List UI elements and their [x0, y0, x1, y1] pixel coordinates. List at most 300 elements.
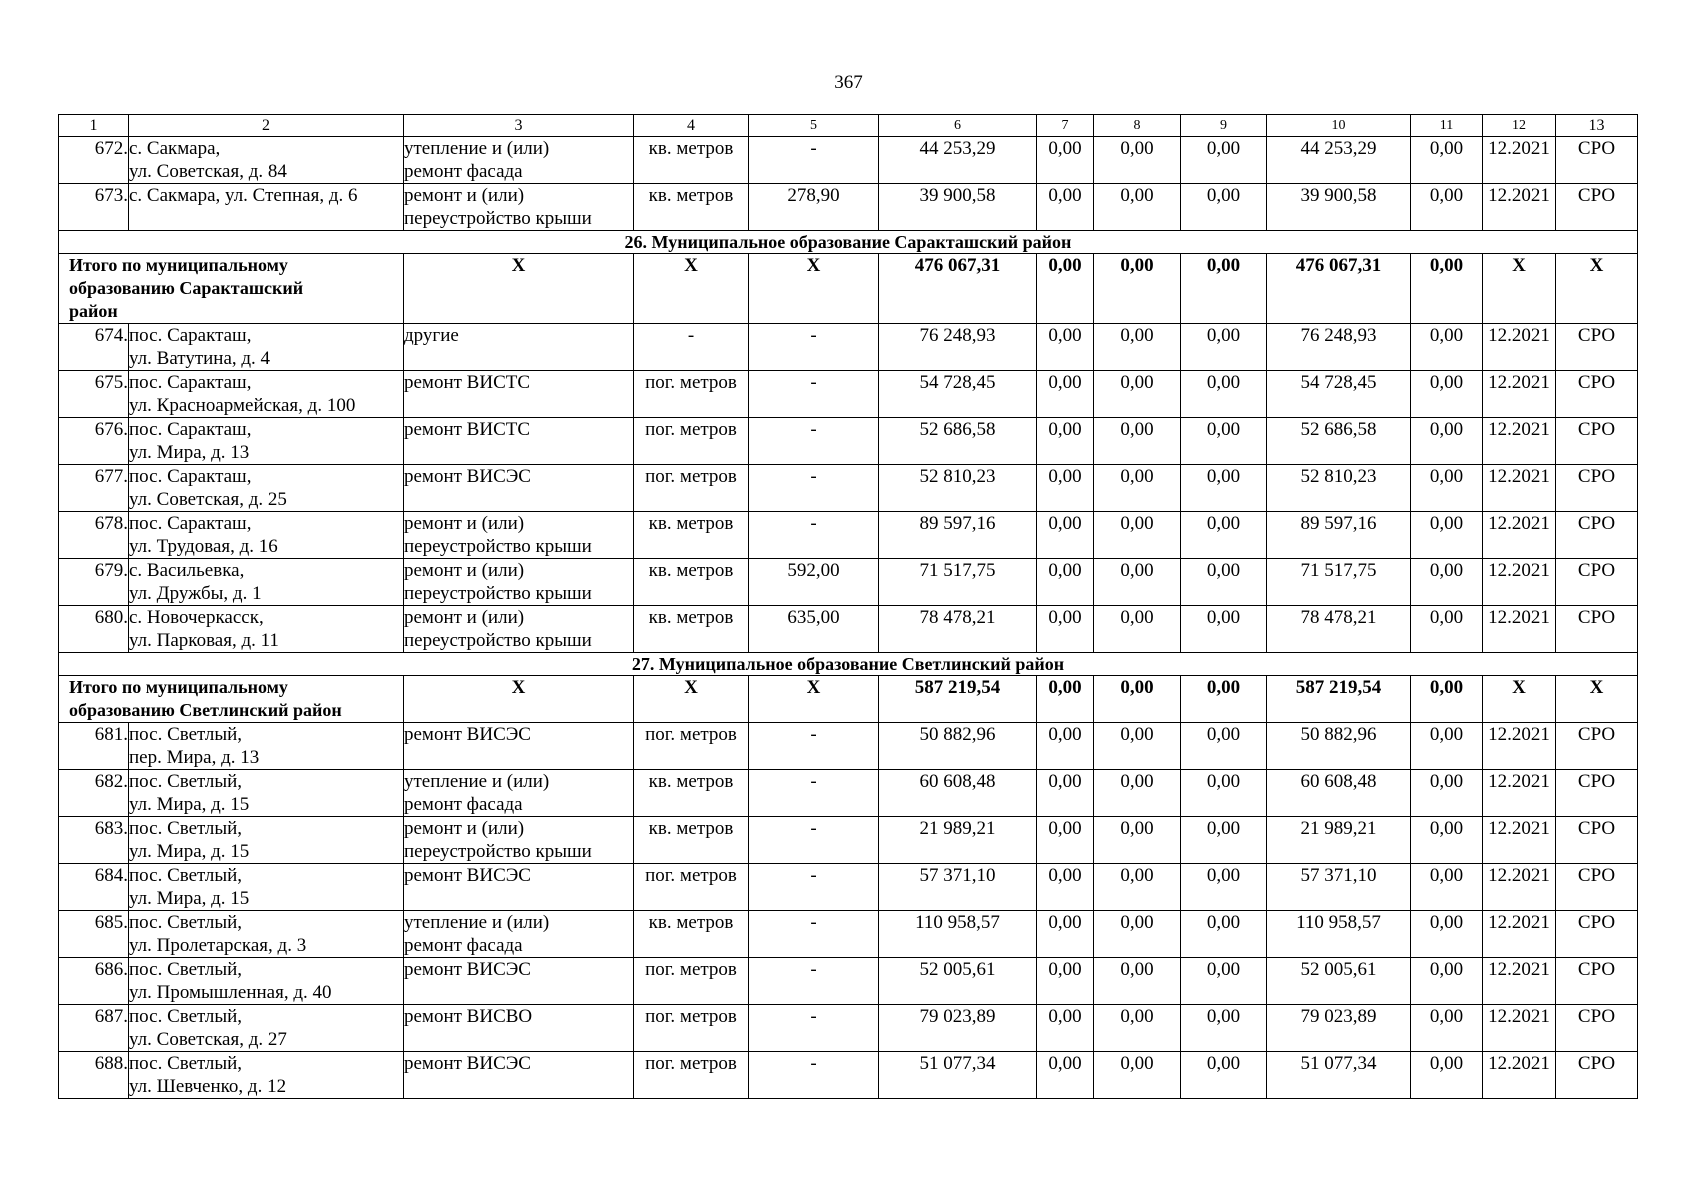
value-cell: 0,00 — [1411, 864, 1483, 911]
table-row — [59, 1052, 1638, 1099]
value-cell: 57 371,10 — [879, 864, 1037, 911]
address-line: ул. Шевченко, д. 12 — [129, 1076, 287, 1097]
value-cell: 12.2021 — [1483, 324, 1556, 371]
total-value-cell: Х — [1483, 676, 1556, 723]
address-line: с. Новочеркасск, — [129, 607, 264, 628]
value-cell: 60 608,48 — [879, 770, 1037, 817]
value-cell: 0,00 — [1037, 911, 1094, 958]
table-row — [59, 418, 1638, 465]
value-cell: 0,00 — [1411, 418, 1483, 465]
row-number: 680. — [59, 606, 129, 653]
row-number: 672. — [59, 137, 129, 184]
work-type-cell — [404, 559, 634, 606]
table-row — [59, 864, 1638, 911]
unit-cell: кв. метров — [634, 184, 749, 231]
value-cell: 51 077,34 — [879, 1052, 1037, 1099]
value-cell: 12.2021 — [1483, 137, 1556, 184]
value-cell: 0,00 — [1094, 512, 1181, 559]
value-cell: 0,00 — [1094, 559, 1181, 606]
address-line: ул. Парковая, д. 11 — [129, 630, 279, 651]
column-header: 2 — [129, 115, 404, 137]
value-cell: 0,00 — [1037, 512, 1094, 559]
contractor-cell: СРО — [1556, 817, 1638, 864]
table-row — [59, 137, 1638, 184]
table-body — [59, 115, 1638, 1099]
value-cell: 51 077,34 — [1267, 1052, 1411, 1099]
value-cell: 52 686,58 — [1267, 418, 1411, 465]
value-cell: 592,00 — [749, 559, 879, 606]
value-cell: 12.2021 — [1483, 606, 1556, 653]
address-line: ул. Советская, д. 84 — [129, 161, 287, 182]
table-row — [59, 606, 1638, 653]
contractor-cell: СРО — [1556, 958, 1638, 1005]
address-cell — [129, 371, 404, 418]
value-cell: 52 810,23 — [879, 465, 1037, 512]
address-line: пос. Светлый, — [129, 1006, 243, 1027]
value-cell: - — [749, 418, 879, 465]
unit-cell: кв. метров — [634, 512, 749, 559]
value-cell: 0,00 — [1094, 723, 1181, 770]
total-label-line: Итого по муниципальному — [69, 677, 288, 697]
row-number: 688. — [59, 1052, 129, 1099]
address-line: пос. Светлый, — [129, 818, 243, 839]
value-cell: - — [749, 958, 879, 1005]
value-cell: 0,00 — [1094, 817, 1181, 864]
contractor-cell: СРО — [1556, 512, 1638, 559]
value-cell: 71 517,75 — [879, 559, 1037, 606]
work-type-line: ремонт и (или) — [404, 560, 525, 581]
value-cell: 0,00 — [1094, 137, 1181, 184]
value-cell: 0,00 — [1094, 1005, 1181, 1052]
work-type-cell — [404, 864, 634, 911]
work-type-line: переустройство крыши — [404, 841, 592, 862]
address-line: пос. Светлый, — [129, 724, 243, 745]
total-value-cell: 587 219,54 — [1267, 676, 1411, 723]
value-cell: 0,00 — [1094, 864, 1181, 911]
work-type-cell — [404, 1052, 634, 1099]
address-cell — [129, 770, 404, 817]
value-cell: 0,00 — [1037, 465, 1094, 512]
value-cell: 0,00 — [1037, 606, 1094, 653]
total-value-cell: 0,00 — [1094, 676, 1181, 723]
work-type-cell — [404, 512, 634, 559]
value-cell: 79 023,89 — [879, 1005, 1037, 1052]
total-x-cell: Х — [1556, 254, 1638, 324]
work-type-line: ремонт и (или) — [404, 185, 525, 206]
value-cell: - — [749, 770, 879, 817]
value-cell: 78 478,21 — [879, 606, 1037, 653]
address-cell — [129, 864, 404, 911]
value-cell: 52 686,58 — [879, 418, 1037, 465]
address-line: ул. Пролетарская, д. 3 — [129, 935, 307, 956]
value-cell: 0,00 — [1411, 371, 1483, 418]
row-number: 683. — [59, 817, 129, 864]
value-cell: 0,00 — [1094, 371, 1181, 418]
value-cell: 0,00 — [1094, 606, 1181, 653]
value-cell: 52 810,23 — [1267, 465, 1411, 512]
total-x-cell: Х — [1556, 676, 1638, 723]
section-title: 26. Муниципальное образование Саракташский район — [59, 231, 1638, 254]
value-cell: 12.2021 — [1483, 1005, 1556, 1052]
value-cell: - — [749, 465, 879, 512]
value-cell: 0,00 — [1411, 817, 1483, 864]
column-header: 5 — [749, 115, 879, 137]
value-cell: 110 958,57 — [879, 911, 1037, 958]
value-cell: - — [749, 371, 879, 418]
address-line: пос. Саракташ, — [129, 325, 252, 346]
contractor-cell: СРО — [1556, 137, 1638, 184]
value-cell: 89 597,16 — [1267, 512, 1411, 559]
value-cell: 0,00 — [1037, 371, 1094, 418]
contractor-cell: СРО — [1556, 770, 1638, 817]
value-cell: 0,00 — [1181, 137, 1267, 184]
value-cell: 39 900,58 — [879, 184, 1037, 231]
value-cell: 0,00 — [1411, 1052, 1483, 1099]
table-row — [59, 817, 1638, 864]
work-type-cell — [404, 465, 634, 512]
total-label-line: район — [69, 301, 118, 321]
value-cell: 21 989,21 — [1267, 817, 1411, 864]
row-number: 684. — [59, 864, 129, 911]
total-label — [59, 254, 404, 324]
value-cell: - — [749, 911, 879, 958]
column-number-row — [59, 115, 1638, 137]
total-value-cell: 0,00 — [1094, 254, 1181, 324]
address-line: ул. Советская, д. 25 — [129, 489, 287, 510]
work-type-line: переустройство крыши — [404, 630, 592, 651]
column-header: 1 — [59, 115, 129, 137]
unit-cell: кв. метров — [634, 911, 749, 958]
value-cell: - — [749, 324, 879, 371]
address-line: ул. Трудовая, д. 16 — [129, 536, 278, 557]
value-cell: 0,00 — [1181, 512, 1267, 559]
value-cell: 0,00 — [1037, 324, 1094, 371]
address-line: ул. Мира, д. 13 — [129, 442, 250, 463]
value-cell: 0,00 — [1411, 770, 1483, 817]
total-value-cell: 476 067,31 — [879, 254, 1037, 324]
table-row — [59, 324, 1638, 371]
table-row — [59, 371, 1638, 418]
total-value-cell: 476 067,31 — [1267, 254, 1411, 324]
row-number: 686. — [59, 958, 129, 1005]
value-cell: 0,00 — [1094, 770, 1181, 817]
row-number: 682. — [59, 770, 129, 817]
column-header: 10 — [1267, 115, 1411, 137]
table-row — [59, 723, 1638, 770]
work-type-line: утепление и (или) — [404, 912, 550, 933]
work-type-line: ремонт ВИСЭС — [404, 466, 531, 487]
row-number: 673. — [59, 184, 129, 231]
work-type-cell — [404, 184, 634, 231]
unit-cell: пог. метров — [634, 1052, 749, 1099]
unit-cell: кв. метров — [634, 770, 749, 817]
value-cell: 0,00 — [1037, 817, 1094, 864]
contractor-cell: СРО — [1556, 1005, 1638, 1052]
value-cell: 0,00 — [1181, 184, 1267, 231]
address-cell — [129, 1005, 404, 1052]
address-line: пос. Светлый, — [129, 865, 243, 886]
value-cell: 0,00 — [1181, 864, 1267, 911]
address-cell — [129, 1052, 404, 1099]
value-cell: 12.2021 — [1483, 817, 1556, 864]
unit-cell: кв. метров — [634, 559, 749, 606]
value-cell: 50 882,96 — [879, 723, 1037, 770]
work-type-line: переустройство крыши — [404, 536, 592, 557]
value-cell: 0,00 — [1181, 911, 1267, 958]
table-row — [59, 1005, 1638, 1052]
address-cell — [129, 184, 404, 231]
value-cell: 12.2021 — [1483, 723, 1556, 770]
total-value-cell: Х — [1483, 254, 1556, 324]
contractor-cell: СРО — [1556, 418, 1638, 465]
address-line: пер. Мира, д. 13 — [129, 747, 260, 768]
contractor-cell: СРО — [1556, 371, 1638, 418]
work-type-cell — [404, 1005, 634, 1052]
column-header: 6 — [879, 115, 1037, 137]
value-cell: 12.2021 — [1483, 1052, 1556, 1099]
total-row — [59, 254, 1638, 324]
page-number: 367 — [834, 72, 863, 93]
total-x-cell: Х — [404, 676, 634, 723]
work-type-line: утепление и (или) — [404, 138, 550, 159]
work-type-cell — [404, 324, 634, 371]
value-cell: 0,00 — [1411, 606, 1483, 653]
value-cell: 110 958,57 — [1267, 911, 1411, 958]
work-type-cell — [404, 958, 634, 1005]
value-cell: 39 900,58 — [1267, 184, 1411, 231]
work-type-cell — [404, 911, 634, 958]
row-number: 674. — [59, 324, 129, 371]
address-line: пос. Светлый, — [129, 1053, 243, 1074]
value-cell: 12.2021 — [1483, 465, 1556, 512]
value-cell: 0,00 — [1181, 958, 1267, 1005]
work-type-cell — [404, 817, 634, 864]
address-line: пос. Саракташ, — [129, 419, 252, 440]
address-cell — [129, 512, 404, 559]
value-cell: 0,00 — [1411, 1005, 1483, 1052]
address-cell — [129, 137, 404, 184]
value-cell: 12.2021 — [1483, 770, 1556, 817]
value-cell: 0,00 — [1181, 723, 1267, 770]
row-number: 675. — [59, 371, 129, 418]
row-number: 685. — [59, 911, 129, 958]
total-value-cell: 0,00 — [1037, 676, 1094, 723]
total-value-cell: 0,00 — [1181, 676, 1267, 723]
column-header: 8 — [1094, 115, 1181, 137]
value-cell: 76 248,93 — [1267, 324, 1411, 371]
address-line: ул. Мира, д. 15 — [129, 841, 250, 862]
section-header-row — [59, 653, 1638, 676]
value-cell: 57 371,10 — [1267, 864, 1411, 911]
capital-repair-table — [58, 114, 1638, 1099]
value-cell: 0,00 — [1181, 559, 1267, 606]
work-type-cell — [404, 371, 634, 418]
total-label-line: образованию Саракташский — [69, 278, 304, 298]
value-cell: 0,00 — [1181, 371, 1267, 418]
work-type-line: ремонт ВИСЭС — [404, 959, 531, 980]
value-cell: 0,00 — [1094, 465, 1181, 512]
address-line: пос. Саракташ, — [129, 466, 252, 487]
value-cell: 0,00 — [1411, 512, 1483, 559]
total-row — [59, 676, 1638, 723]
section-title: 27. Муниципальное образование Светлинский район — [59, 653, 1638, 676]
unit-cell: пог. метров — [634, 371, 749, 418]
address-cell — [129, 324, 404, 371]
contractor-cell: СРО — [1556, 1052, 1638, 1099]
total-value-cell: 0,00 — [1411, 676, 1483, 723]
work-type-cell — [404, 137, 634, 184]
work-type-line: ремонт фасада — [404, 161, 523, 182]
value-cell: 54 728,45 — [1267, 371, 1411, 418]
value-cell: - — [749, 137, 879, 184]
value-cell: 0,00 — [1094, 418, 1181, 465]
work-type-line: ремонт ВИСТС — [404, 419, 531, 440]
value-cell: 0,00 — [1181, 465, 1267, 512]
contractor-cell: СРО — [1556, 184, 1638, 231]
table-row — [59, 958, 1638, 1005]
value-cell: 12.2021 — [1483, 418, 1556, 465]
address-line: ул. Ватутина, д. 4 — [129, 348, 271, 369]
value-cell: 0,00 — [1411, 465, 1483, 512]
value-cell: 71 517,75 — [1267, 559, 1411, 606]
work-type-line: утепление и (или) — [404, 771, 550, 792]
contractor-cell: СРО — [1556, 723, 1638, 770]
address-line: с. Васильевка, — [129, 560, 245, 581]
value-cell: 0,00 — [1094, 184, 1181, 231]
value-cell: 0,00 — [1181, 1052, 1267, 1099]
value-cell: - — [749, 1005, 879, 1052]
work-type-line: ремонт ВИСЭС — [404, 865, 531, 886]
total-value-cell: 0,00 — [1411, 254, 1483, 324]
value-cell: 12.2021 — [1483, 911, 1556, 958]
value-cell: 52 005,61 — [879, 958, 1037, 1005]
address-line: пос. Светлый, — [129, 771, 243, 792]
work-type-cell — [404, 606, 634, 653]
address-cell — [129, 723, 404, 770]
value-cell: 44 253,29 — [1267, 137, 1411, 184]
contractor-cell: СРО — [1556, 606, 1638, 653]
address-line: пос. Светлый, — [129, 959, 243, 980]
contractor-cell: СРО — [1556, 324, 1638, 371]
value-cell: 12.2021 — [1483, 184, 1556, 231]
value-cell: 12.2021 — [1483, 864, 1556, 911]
address-cell — [129, 817, 404, 864]
unit-cell: пог. метров — [634, 465, 749, 512]
value-cell: 0,00 — [1411, 137, 1483, 184]
value-cell: 60 608,48 — [1267, 770, 1411, 817]
unit-cell: пог. метров — [634, 958, 749, 1005]
work-type-line: ремонт и (или) — [404, 607, 525, 628]
value-cell: 52 005,61 — [1267, 958, 1411, 1005]
value-cell: 0,00 — [1094, 911, 1181, 958]
column-header: 12 — [1483, 115, 1556, 137]
unit-cell: пог. метров — [634, 864, 749, 911]
value-cell: 0,00 — [1094, 1052, 1181, 1099]
value-cell: 0,00 — [1037, 1052, 1094, 1099]
row-number: 687. — [59, 1005, 129, 1052]
row-number: 681. — [59, 723, 129, 770]
contractor-cell: СРО — [1556, 465, 1638, 512]
total-value-cell: 0,00 — [1037, 254, 1094, 324]
value-cell: 12.2021 — [1483, 958, 1556, 1005]
column-header: 9 — [1181, 115, 1267, 137]
row-number: 677. — [59, 465, 129, 512]
unit-cell: кв. метров — [634, 137, 749, 184]
unit-cell: кв. метров — [634, 606, 749, 653]
value-cell: 0,00 — [1411, 324, 1483, 371]
value-cell: 89 597,16 — [879, 512, 1037, 559]
table-row — [59, 465, 1638, 512]
table-row — [59, 184, 1638, 231]
value-cell: 0,00 — [1411, 723, 1483, 770]
value-cell: 12.2021 — [1483, 512, 1556, 559]
value-cell: 0,00 — [1037, 723, 1094, 770]
value-cell: - — [749, 1052, 879, 1099]
value-cell: - — [749, 817, 879, 864]
work-type-line: ремонт ВИСТС — [404, 372, 531, 393]
value-cell: 0,00 — [1037, 184, 1094, 231]
value-cell: 0,00 — [1037, 770, 1094, 817]
work-type-line: другие — [404, 325, 459, 346]
value-cell: 0,00 — [1411, 911, 1483, 958]
row-number: 678. — [59, 512, 129, 559]
value-cell: 50 882,96 — [1267, 723, 1411, 770]
value-cell: 278,90 — [749, 184, 879, 231]
value-cell: 0,00 — [1094, 324, 1181, 371]
unit-cell: кв. метров — [634, 817, 749, 864]
table-row — [59, 770, 1638, 817]
address-line: ул. Мира, д. 15 — [129, 888, 250, 909]
address-line: ул. Промышленная, д. 40 — [129, 982, 332, 1003]
total-value-cell: Х — [749, 254, 879, 324]
total-label — [59, 676, 404, 723]
address-line: ул. Мира, д. 15 — [129, 794, 250, 815]
column-header: 13 — [1556, 115, 1638, 137]
value-cell: 0,00 — [1037, 559, 1094, 606]
unit-cell: пог. метров — [634, 723, 749, 770]
contractor-cell: СРО — [1556, 911, 1638, 958]
work-type-line: ремонт и (или) — [404, 513, 525, 534]
address-line: ул. Советская, д. 27 — [129, 1029, 287, 1050]
value-cell: 0,00 — [1181, 418, 1267, 465]
value-cell: 0,00 — [1037, 418, 1094, 465]
table-row — [59, 559, 1638, 606]
value-cell: 21 989,21 — [879, 817, 1037, 864]
address-cell — [129, 958, 404, 1005]
value-cell: 0,00 — [1411, 184, 1483, 231]
column-header: 7 — [1037, 115, 1094, 137]
work-type-line: ремонт фасада — [404, 794, 523, 815]
work-type-line: переустройство крыши — [404, 208, 592, 229]
value-cell: 635,00 — [749, 606, 879, 653]
column-header: 11 — [1411, 115, 1483, 137]
value-cell: 0,00 — [1037, 137, 1094, 184]
value-cell: 79 023,89 — [1267, 1005, 1411, 1052]
value-cell: 0,00 — [1037, 864, 1094, 911]
total-label-line: Итого по муниципальному — [69, 255, 288, 275]
contractor-cell: СРО — [1556, 559, 1638, 606]
value-cell: 78 478,21 — [1267, 606, 1411, 653]
unit-cell: пог. метров — [634, 1005, 749, 1052]
total-value-cell: 587 219,54 — [879, 676, 1037, 723]
work-type-line: ремонт фасада — [404, 935, 523, 956]
work-type-line: ремонт и (или) — [404, 818, 525, 839]
address-line: пос. Саракташ, — [129, 513, 252, 534]
address-cell — [129, 911, 404, 958]
value-cell: - — [749, 723, 879, 770]
address-line: с. Сакмара, — [129, 138, 221, 159]
value-cell: 0,00 — [1181, 817, 1267, 864]
